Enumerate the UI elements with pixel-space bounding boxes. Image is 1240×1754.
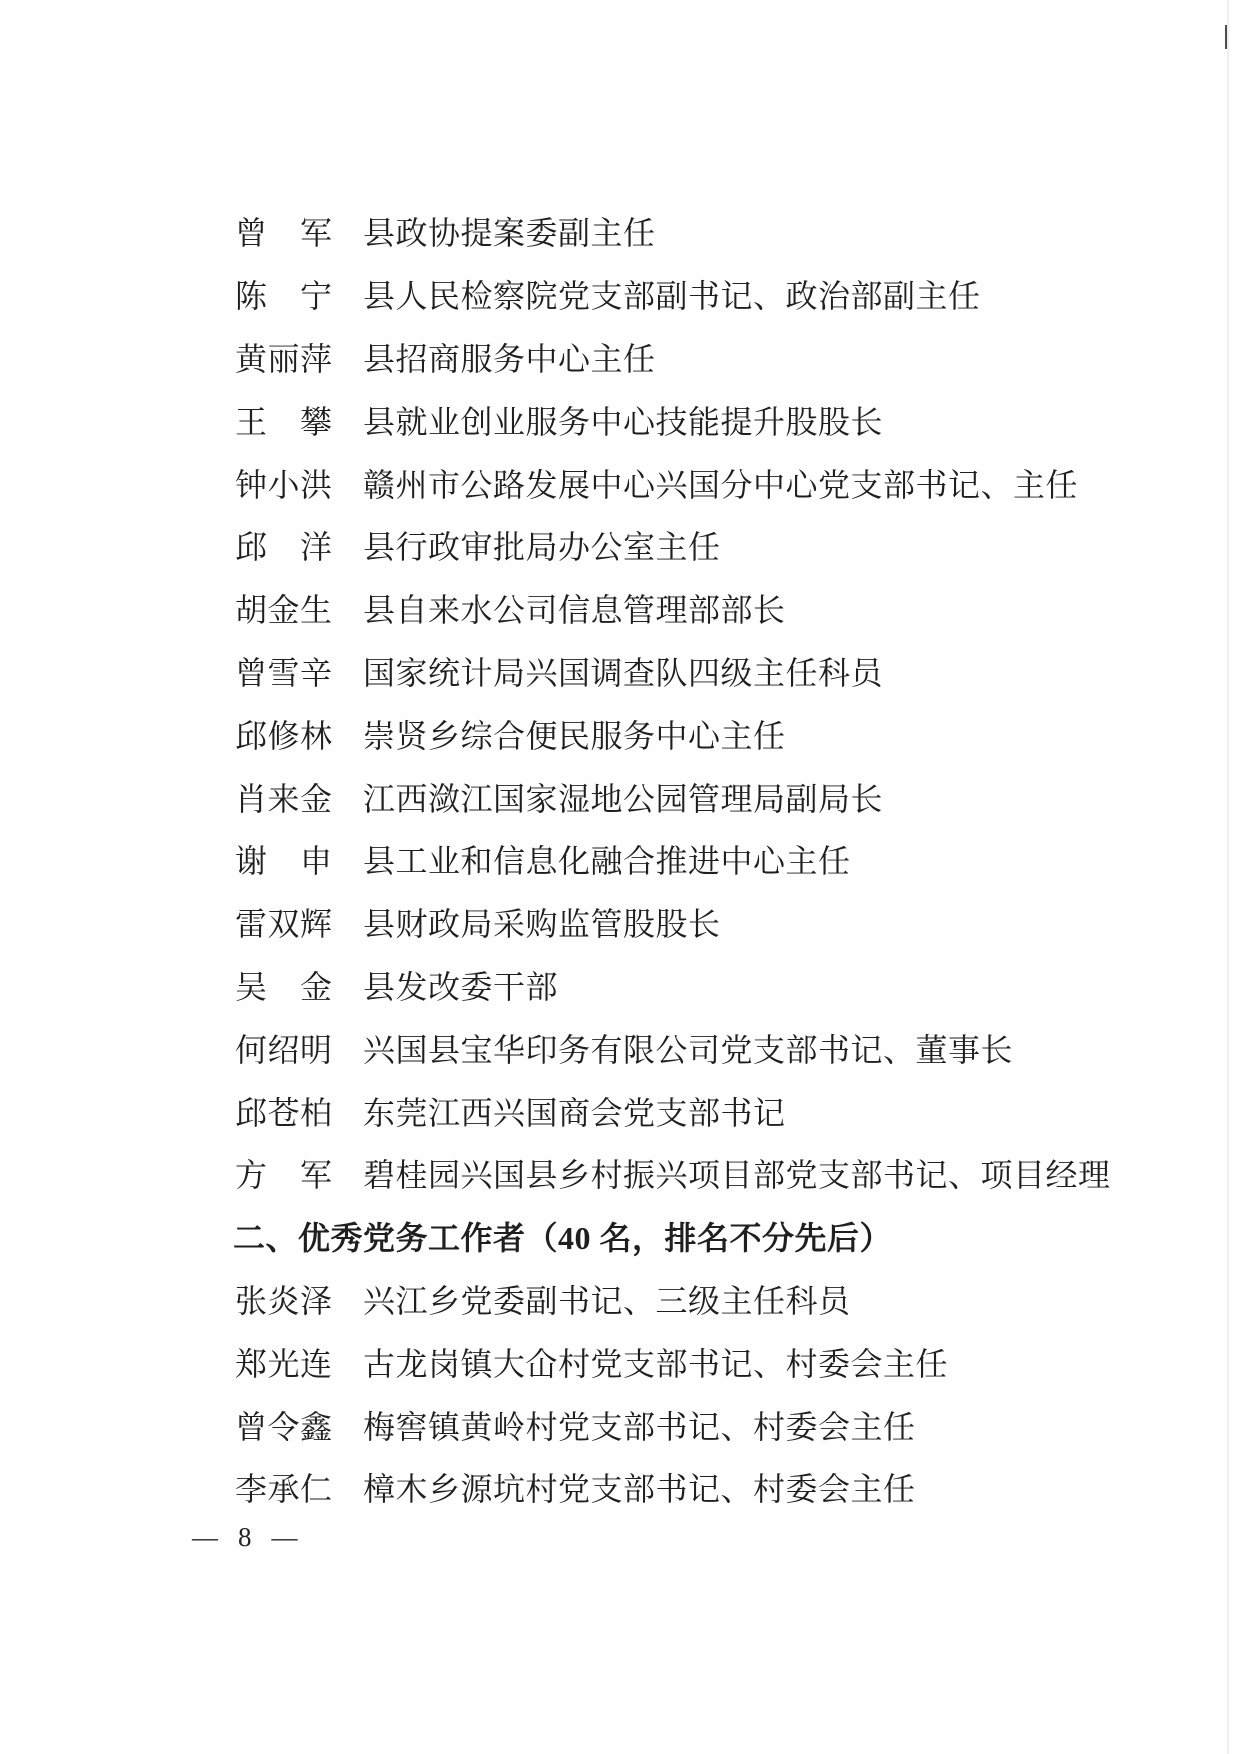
list-item [0, 514, 1240, 577]
person-title: 县财政局采购监管股股长 [363, 906, 721, 943]
person-name: 邱修林 [235, 717, 333, 754]
list-item [0, 1268, 1240, 1331]
person-title: 江西潋江国家湿地公园管理局副局长 [363, 780, 884, 817]
list-item [0, 326, 1240, 389]
person-name: 肖来金 [235, 780, 333, 817]
person-title: 县政协提案委副主任 [363, 215, 656, 252]
person-name: 谢 申 [235, 843, 333, 880]
person-name: 郑光连 [235, 1345, 333, 1382]
person-name: 何绍明 [235, 1031, 333, 1068]
list-item [0, 1393, 1240, 1456]
page-number [192, 1522, 298, 1553]
list-item [0, 702, 1240, 765]
person-title: 东莞江西兴国商会党支部书记 [363, 1094, 786, 1131]
person-title: 古龙岗镇大仚村党支部书记、村委会主任 [363, 1345, 949, 1382]
person-name: 吴 金 [235, 968, 333, 1005]
page-number-dash-left: — [192, 1522, 218, 1552]
person-name: 雷双辉 [235, 906, 333, 943]
page-number-value: 8 [238, 1522, 252, 1552]
person-title: 赣州市公路发展中心兴国分中心党支部书记、主任 [363, 466, 1079, 503]
section-heading-row [0, 1205, 1240, 1268]
section-heading: 二、优秀党务工作者（40 名，排名不分先后） [233, 1220, 893, 1257]
person-title: 县招商服务中心主任 [363, 340, 656, 377]
person-name: 曾令鑫 [235, 1408, 333, 1445]
list-item [0, 765, 1240, 828]
person-title: 梅窖镇黄岭村党支部书记、村委会主任 [363, 1408, 916, 1445]
person-name: 钟小洪 [235, 466, 333, 503]
person-title: 县发改委干部 [363, 968, 559, 1005]
person-name: 邱 洋 [235, 529, 333, 566]
list-item [0, 891, 1240, 954]
list-item [0, 200, 1240, 263]
person-title: 碧桂园兴国县乡村振兴项目部党支部书记、项目经理 [363, 1157, 1111, 1194]
person-name: 陈 宁 [235, 278, 333, 315]
list-item [0, 1016, 1240, 1079]
party-workers-list [0, 1268, 1240, 1519]
person-title: 崇贤乡综合便民服务中心主任 [363, 717, 786, 754]
person-name: 黄丽萍 [235, 340, 333, 377]
person-title: 兴国县宝华印务有限公司党支部书记、董事长 [363, 1031, 1014, 1068]
person-name: 邱苍柏 [235, 1094, 333, 1131]
list-item [0, 1142, 1240, 1205]
scan-artifact-line [1227, 0, 1229, 1754]
person-name: 方 军 [235, 1157, 333, 1194]
page-content [0, 200, 1240, 1519]
person-name: 胡金生 [235, 592, 333, 629]
person-name: 曾 军 [235, 215, 333, 252]
list-item [0, 263, 1240, 326]
person-name: 王 攀 [235, 403, 333, 440]
person-title: 县就业创业服务中心技能提升股股长 [363, 403, 884, 440]
recipients-list [0, 200, 1240, 1205]
person-name: 曾雪辛 [235, 654, 333, 691]
person-title: 樟木乡源坑村党支部书记、村委会主任 [363, 1471, 916, 1508]
person-title: 兴江乡党委副书记、三级主任科员 [363, 1282, 851, 1319]
page-number-dash-right: — [271, 1522, 298, 1552]
list-item [0, 451, 1240, 514]
person-name: 张炎泽 [235, 1282, 333, 1319]
person-title: 县行政审批局办公室主任 [363, 529, 721, 566]
list-item [0, 1456, 1240, 1519]
person-title: 国家统计局兴国调查队四级主任科员 [363, 654, 884, 691]
person-title: 县人民检察院党支部副书记、政治部副主任 [363, 278, 981, 315]
person-name: 李承仁 [235, 1471, 333, 1508]
list-item [0, 828, 1240, 891]
list-item [0, 1330, 1240, 1393]
person-title: 县自来水公司信息管理部部长 [363, 592, 786, 629]
list-item [0, 577, 1240, 640]
list-item [0, 1079, 1240, 1142]
list-item [0, 388, 1240, 451]
person-title: 县工业和信息化融合推进中心主任 [363, 843, 851, 880]
list-item [0, 954, 1240, 1017]
list-item [0, 640, 1240, 703]
